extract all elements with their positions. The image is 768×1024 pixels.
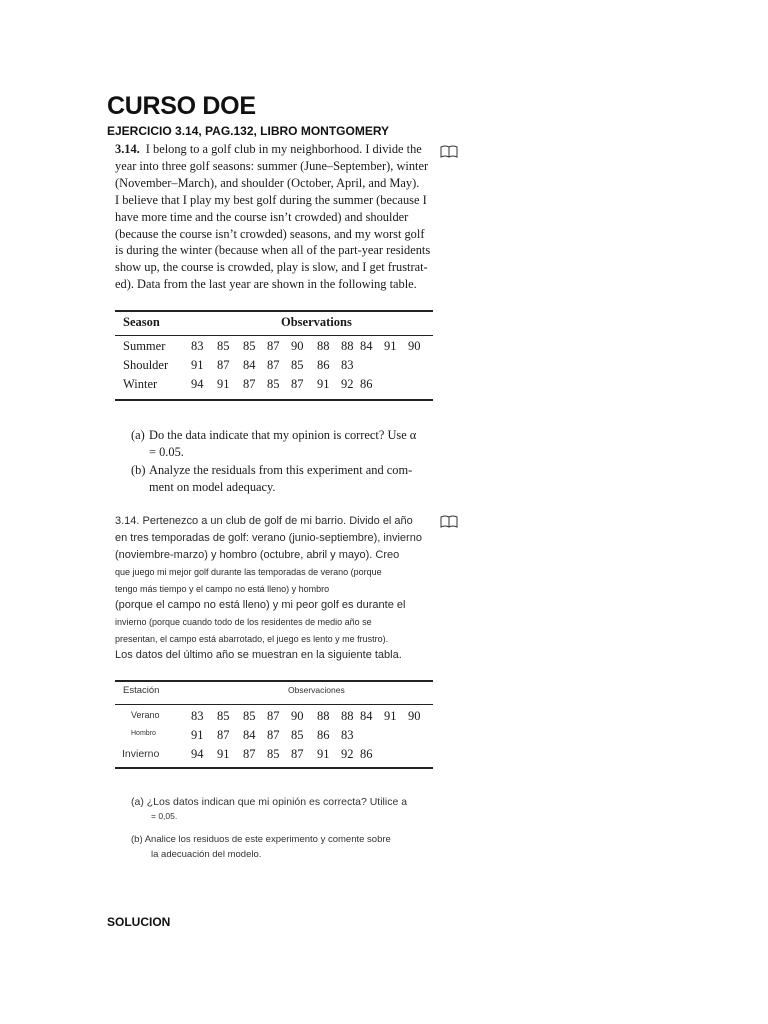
observation-cell: 88 [317, 709, 330, 723]
column-header-season: Season [123, 315, 160, 329]
row-label-summer: Summer [123, 339, 166, 353]
spanish-data-table [115, 680, 433, 772]
observation-cell: 84 [360, 339, 373, 353]
row-label-hombro: Hombro [131, 730, 156, 737]
observation-cell: 87 [217, 728, 230, 742]
observation-cell: 84 [243, 358, 256, 372]
observation-cell: 83 [191, 339, 204, 353]
observation-cell: 91 [384, 339, 397, 353]
observation-cell: 87 [243, 747, 256, 761]
observation-cell: 91 [217, 747, 230, 761]
observation-cell: 84 [360, 709, 373, 723]
question-label: (b) [131, 463, 146, 477]
row-label-verano: Verano [131, 710, 160, 720]
observation-cell: 87 [291, 377, 304, 391]
solution-heading: SOLUCION [107, 915, 171, 929]
question-b: (b) Analyze the residuals from this experiment and com- ment on model adequacy. [131, 463, 413, 494]
spanish-line: (porque el campo no está lleno) y mi peor golf es durante el [115, 599, 406, 611]
table-rule-bottom [115, 399, 433, 401]
spanish-line: (noviembre-marzo) y hombro (octubre, abril y mayo). Creo [115, 549, 400, 561]
table-rule-top [115, 310, 433, 312]
table-rule-top [115, 680, 433, 682]
observation-cell: 87 [217, 358, 230, 372]
table-rule-header [115, 704, 433, 705]
spanish-line: 3.14. Pertenezco a un club de golf de mi barrio. Divido el año [115, 515, 413, 527]
observation-cell: 90 [408, 339, 421, 353]
spanish-problem-text [115, 513, 435, 664]
problem-number: 3.14. [115, 142, 140, 156]
page-title: CURSO DOE [107, 92, 256, 120]
observation-cell: 90 [291, 709, 304, 723]
observation-cell: 88 [317, 339, 330, 353]
observation-cell: 91 [217, 377, 230, 391]
observation-cell: 85 [217, 339, 230, 353]
english-line: 3.14. I belong to a golf club in my neighborhood. I divide the [115, 142, 422, 156]
observation-cell: 86 [317, 728, 330, 742]
table-rule-header [115, 335, 433, 336]
observation-cell: 84 [243, 728, 256, 742]
spanish-line: tengo más tiempo y el campo no está lleno) y hombro [115, 583, 330, 594]
row-label-shoulder: Shoulder [123, 358, 169, 372]
question-label: (a) [131, 428, 145, 442]
english-line: have more time and the course isn’t crowded) and shoulder [115, 209, 409, 224]
observation-cell: 91 [317, 377, 330, 391]
observation-cell: 85 [291, 728, 304, 742]
observation-cell: 91 [191, 358, 204, 372]
observation-cell: 85 [243, 709, 256, 723]
observation-cell: 83 [341, 358, 354, 372]
observation-cell: 88 [341, 339, 354, 353]
observation-cell: 87 [267, 728, 280, 742]
row-label-winter: Winter [123, 377, 158, 391]
english-data-table [115, 310, 433, 402]
observation-cell: 87 [267, 339, 280, 353]
observation-cell: 87 [267, 358, 280, 372]
observation-cell: 85 [243, 339, 256, 353]
column-header-observaciones: Observaciones [288, 685, 345, 695]
observation-cell: 87 [243, 377, 256, 391]
question-a: (a) Do the data indicate that my opinion is correct? Use α = 0.05. [131, 428, 417, 459]
row-label-invierno: Invierno [122, 748, 160, 760]
pregunta-a: (a) ¿Los datos indican que mi opinión es correcta? Utilice a = 0,05. [131, 796, 408, 821]
column-header-observations: Observations [281, 315, 352, 329]
pregunta-b: (b) Analice los residuos de este experimento y comente sobre la adecuación del modelo. [131, 834, 391, 860]
observation-cell: 90 [291, 339, 304, 353]
english-line: (because the course isn’t crowded) seasons, and my worst golf [115, 226, 425, 241]
spanish-line: presentan, el campo está abarrotado, el juego es lento y me frustro). [115, 633, 389, 644]
observation-cell: 91 [191, 728, 204, 742]
exercise-subtitle: EJERCICIO 3.14, PAG.132, LIBRO MONTGOMERY [107, 124, 390, 138]
table-rule-bottom [115, 767, 433, 769]
observation-cell: 91 [317, 747, 330, 761]
english-line: year into three golf seasons: summer (June–September), winter [115, 158, 429, 173]
english-line: show up, the course is crowded, play is slow, and I get frustrat- [115, 260, 428, 275]
spanish-line: que juego mi mejor golf durante las temporadas de verano (porque [115, 567, 382, 577]
spanish-line: invierno (porque cuando todo de los residentes de medio año se [115, 617, 372, 627]
observation-cell: 85 [217, 709, 230, 723]
observation-cell: 85 [291, 358, 304, 372]
book-icon [440, 145, 458, 159]
book-icon [440, 515, 458, 529]
english-problem-text [115, 141, 433, 293]
observation-cell: 86 [317, 358, 330, 372]
observation-cell: 94 [191, 377, 204, 391]
english-line: (November–March), and shoulder (October, April, and May). [115, 175, 420, 190]
observation-cell: 86 [360, 747, 373, 761]
observation-cell: 94 [191, 747, 204, 761]
observation-cell: 92 [341, 747, 354, 761]
observation-cell: 87 [291, 747, 304, 761]
spanish-line: Los datos del último año se muestran en la siguiente tabla. [115, 649, 402, 661]
observation-cell: 91 [384, 709, 397, 723]
spanish-line: en tres temporadas de golf: verano (junio-septiembre), invierno [115, 532, 422, 544]
observation-cell: 83 [341, 728, 354, 742]
column-header-estacion: Estación [123, 685, 160, 696]
observation-cell: 86 [360, 377, 373, 391]
observation-cell: 92 [341, 377, 354, 391]
english-line: is during the winter (because when all of the part-year residents [115, 243, 431, 258]
observation-cell: 88 [341, 709, 354, 723]
observation-cell: 87 [267, 709, 280, 723]
observation-cell: 85 [267, 377, 280, 391]
english-line: I believe that I play my best golf during the summer (because I [115, 192, 427, 207]
observation-cell: 85 [267, 747, 280, 761]
observation-cell: 83 [191, 709, 204, 723]
observation-cell: 90 [408, 709, 421, 723]
english-line: ed). Data from the last year are shown in the following table. [115, 277, 417, 292]
